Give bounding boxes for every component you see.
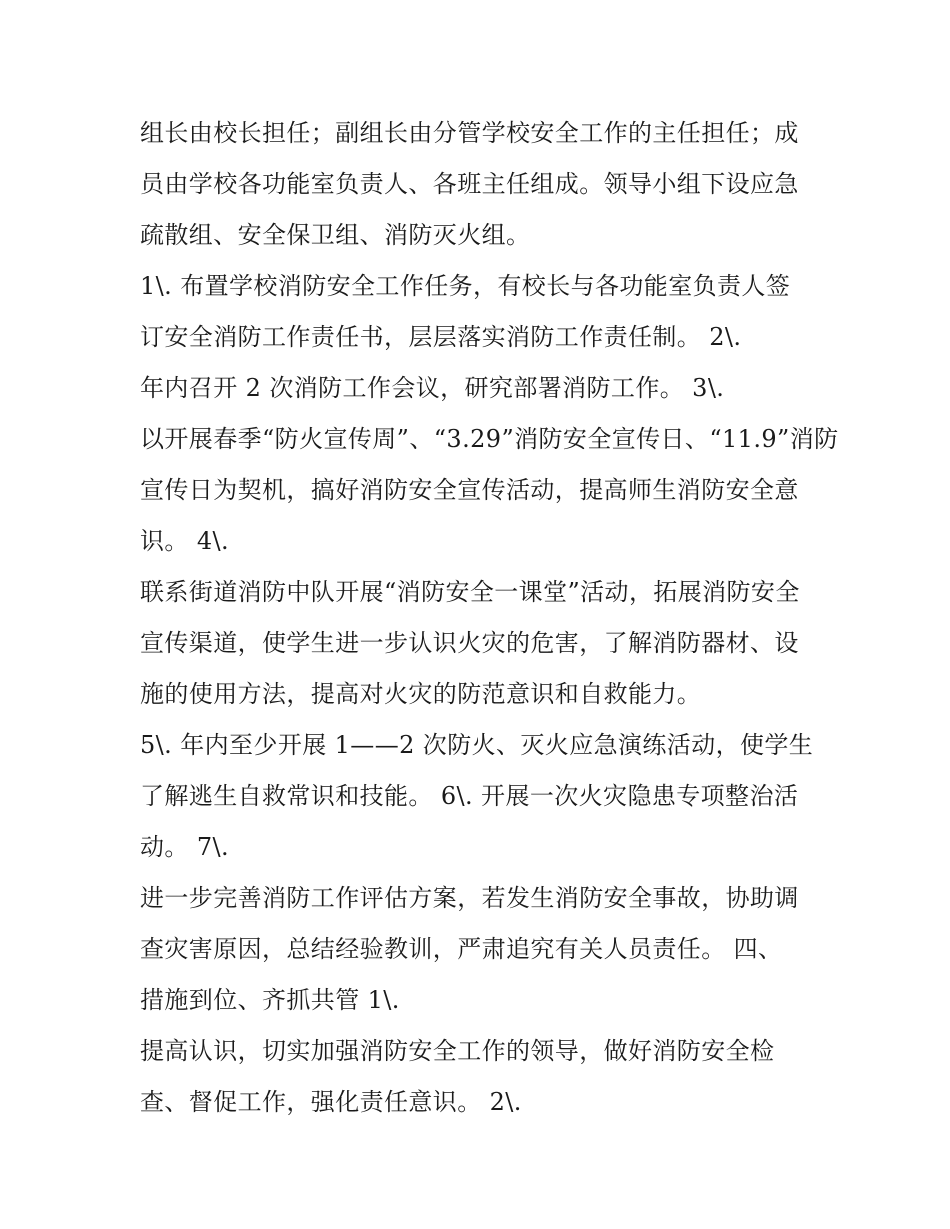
- text-line: 查、督促工作，强化责任意识。 2\.: [140, 1088, 522, 1116]
- text-line: 以开展春季“防火宣传周”、“3.29”消防安全宣传日、“11.9”消防: [140, 425, 839, 453]
- text-line: 1\. 布置学校消防安全工作任务，有校长与各功能室负责人签: [140, 272, 791, 300]
- text-line: 识。 4\.: [140, 527, 230, 555]
- text-line: 提高认识，切实加强消防安全工作的领导，做好消防安全检: [140, 1037, 775, 1065]
- text-line: 宣传渠道，使学生进一步认识火灾的危害，了解消防器材、设: [140, 629, 799, 657]
- text-line: 年内召开 2 次消防工作会议，研究部署消防工作。 3\.: [140, 374, 725, 402]
- text-line: 进一步完善消防工作评估方案，若发生消防安全事故，协助调: [140, 884, 799, 912]
- text-line: 5\. 年内至少开展 1——2 次防火、灭火应急演练活动，使学生: [140, 731, 814, 759]
- text-line: 措施到位、齐抓共管 1\.: [140, 986, 400, 1014]
- text-line: 查灾害原因，总结经验教训，严肃追究有关人员责任。 四、: [140, 935, 783, 963]
- text-line: 疏散组、安全保卫组、消防灭火组。: [140, 221, 531, 249]
- body-text: [140, 108, 839, 1128]
- text-line: 联系街道消防中队开展“消防安全一课堂”活动，拓展消防安全: [140, 578, 800, 606]
- text-line: 了解逃生自救常识和技能。 6\. 开展一次火灾隐患专项整治活: [140, 782, 799, 810]
- text-line: 施的使用方法，提高对火灾的防范意识和自救能力。: [140, 680, 702, 708]
- text-line: 员由学校各功能室负责人、各班主任组成。领导小组下设应急: [140, 170, 799, 198]
- text-line: 组长由校长担任；副组长由分管学校安全工作的主任担任；成: [140, 119, 799, 147]
- text-line: 订安全消防工作责任书，层层落实消防工作责任制。 2\.: [140, 323, 742, 351]
- text-line: 动。 7\.: [140, 833, 230, 861]
- text-line: 宣传日为契机，搞好消防安全宣传活动，提高师生消防安全意: [140, 476, 799, 504]
